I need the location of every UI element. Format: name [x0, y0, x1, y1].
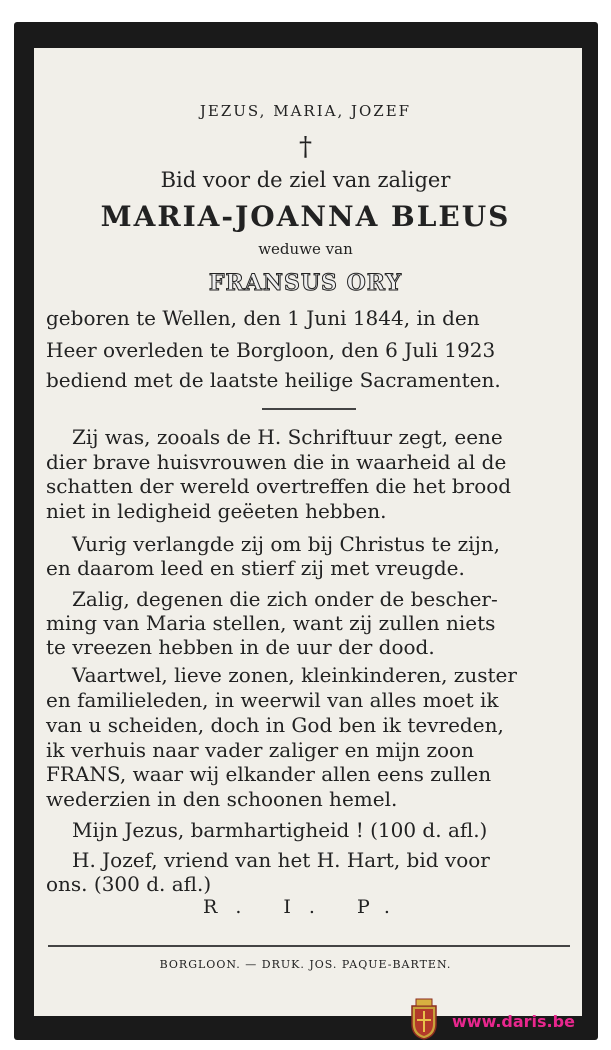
deceased-name: MARIA-JOANNA BLEUS [100, 200, 511, 233]
text-line: Zij was, zooals de H. Schriftuur zegt, eene [72, 425, 503, 449]
text-line: wederzien in den schoonen hemel. [46, 787, 398, 811]
divider [262, 408, 356, 410]
text-line: Vaartwel, lieve zonen, kleinkinderen, zuster [72, 663, 517, 687]
text-line: H. Jozef, vriend van het H. Hart, bid voor [72, 848, 490, 872]
biography-line: Heer overleden te Borgloon, den 6 Juli 1923 [46, 338, 496, 362]
text-line: van u scheiden, doch in God ben ik tevreden, [46, 713, 504, 737]
text-line: Zalig, degenen die zich onder de bescher- [72, 587, 498, 611]
divider [48, 945, 570, 947]
text-line: FRANS, waar wij elkander allen eens zullen [46, 762, 492, 786]
text-line: te vreezen hebben in de uur der dood. [46, 635, 435, 659]
watermark-link[interactable]: www.daris.be [452, 1012, 575, 1031]
cross-icon: † [299, 132, 312, 162]
text-line: ons. (300 d. afl.) [46, 872, 212, 896]
text-line: niet in ledigheid geëeten hebben. [46, 499, 387, 523]
header-text: JEZUS, MARIA, JOZEF [199, 102, 412, 120]
prayer-line: Bid voor de ziel van zaliger [160, 168, 451, 192]
biography-line: geboren te Wellen, den 1 Juni 1844, in den [46, 306, 480, 330]
text-line: en daarom leed en stierf zij met vreugde. [46, 556, 465, 580]
text-line: schatten der wereld overtreffen die het brood [46, 474, 512, 498]
rip-text: R. I. P. [203, 896, 408, 918]
text-line: en familieleden, in weerwil van alles moet ik [46, 688, 499, 712]
crest-icon [410, 998, 438, 1040]
biography-line: bediend met de laatste heilige Sacramenten. [46, 368, 501, 392]
printer-line: BORGLOON. — DRUK. JOS. PAQUE-BARTEN. [159, 958, 452, 971]
text-line: ik verhuis naar vader zaliger en mijn zoon [46, 738, 474, 762]
husband-name: FRANSUS ORY [208, 270, 403, 296]
text-line: Vurig verlangde zij om bij Christus te zijn, [72, 532, 501, 556]
text-line: dier brave huisvrouwen die in waarheid al de [46, 450, 507, 474]
text-line: Mijn Jezus, barmhartigheid ! (100 d. afl.) [72, 818, 488, 842]
widow-of-text: weduwe van [258, 240, 353, 258]
text-line: ming van Maria stellen, want zij zullen niets [46, 611, 496, 635]
